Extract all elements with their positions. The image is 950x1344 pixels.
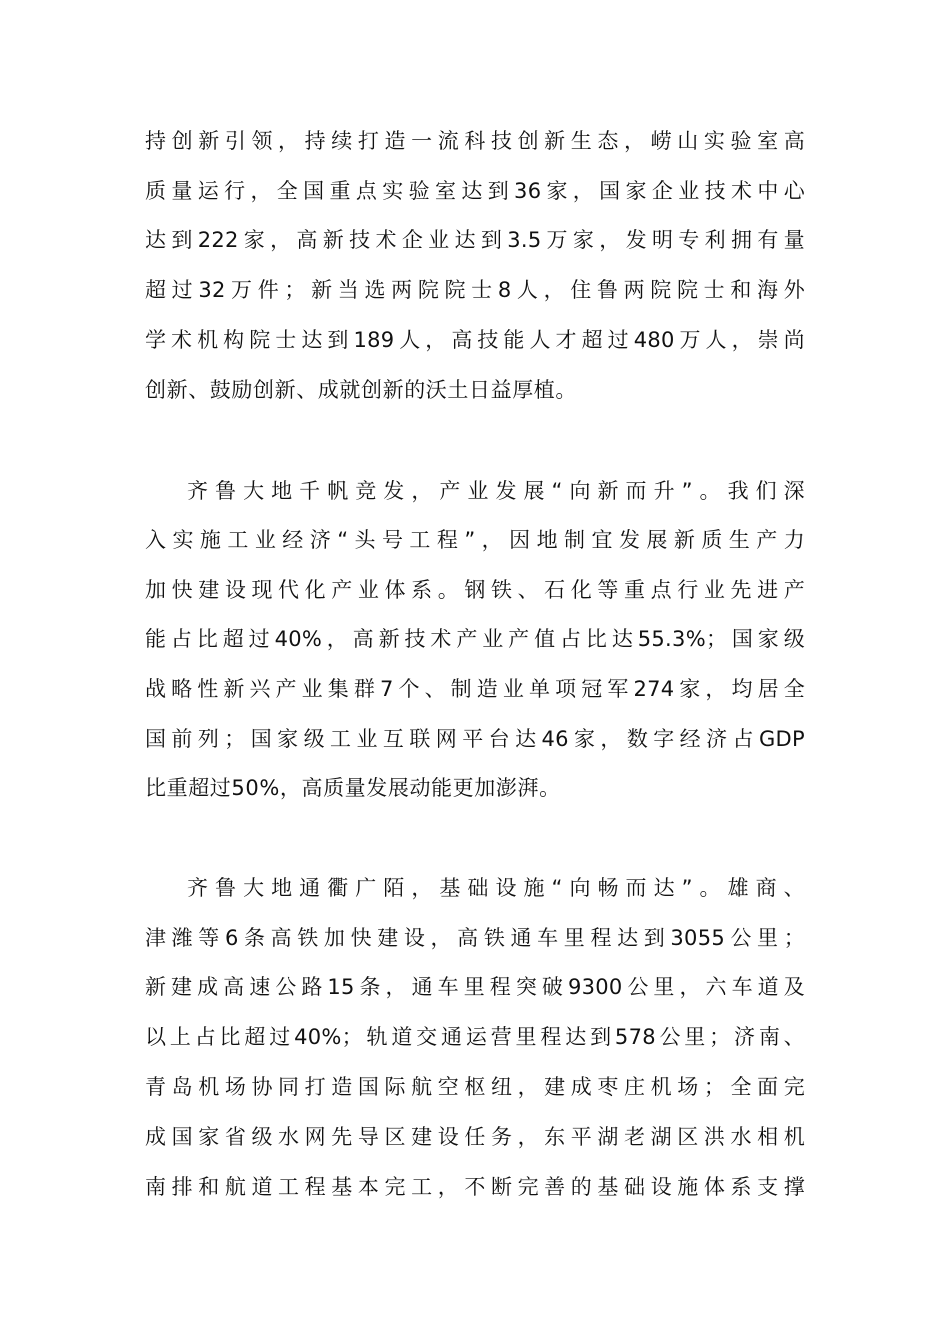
- text-line: 南排和航道工程基本完工，不断完善的基础设施体系支撑: [145, 1175, 805, 1199]
- text-line: 超过32万件；新当选两院院士8人，住鲁两院院士和海外: [145, 278, 805, 302]
- text-line: 以上占比超过40%；轨道交通运营里程达到578公里；济南、: [145, 1025, 805, 1049]
- text-line: 质量运行，全国重点实验室达到36家，国家企业技术中心: [145, 179, 805, 203]
- text-line: 学术机构院士达到189人，高技能人才超过480万人，崇尚: [145, 328, 805, 352]
- text-line: 比重超过50%，高质量发展动能更加澎湃。: [145, 776, 561, 800]
- text-line: 持创新引领，持续打造一流科技创新生态，崂山实验室高: [145, 129, 805, 153]
- text-line: 达到222家，高新技术企业达到3.5万家，发明专利拥有量: [145, 228, 805, 252]
- text-line: 战略性新兴产业集群7个、制造业单项冠军274家，均居全: [145, 677, 805, 701]
- text-line: 新建成高速公路15条，通车里程突破9300公里，六车道及: [145, 975, 805, 999]
- text-line: 加快建设现代化产业体系。钢铁、石化等重点行业先进产: [145, 578, 805, 602]
- text-line: 津潍等6条高铁加快建设，高铁通车里程达到3055公里；: [145, 926, 805, 950]
- text-line: 创新、鼓励创新、成就创新的沃土日益厚植。: [145, 378, 577, 402]
- text-line: 齐鲁大地千帆竞发，产业发展“向新而升”。我们深: [187, 479, 805, 503]
- text-line: 齐鲁大地通衢广陌，基础设施“向畅而达”。雄商、: [187, 876, 805, 900]
- text-line: 青岛机场协同打造国际航空枢纽，建成枣庄机场；全面完: [145, 1075, 805, 1099]
- text-line: 能占比超过40%，高新技术产业产值占比达55.3%；国家级: [145, 627, 805, 651]
- text-line: 入实施工业经济“头号工程”，因地制宜发展新质生产力: [145, 528, 805, 552]
- text-line: 成国家省级水网先导区建设任务，东平湖老湖区洪水相机: [145, 1125, 805, 1149]
- text-line: 国前列；国家级工业互联网平台达46家，数字经济占GDP: [145, 727, 805, 751]
